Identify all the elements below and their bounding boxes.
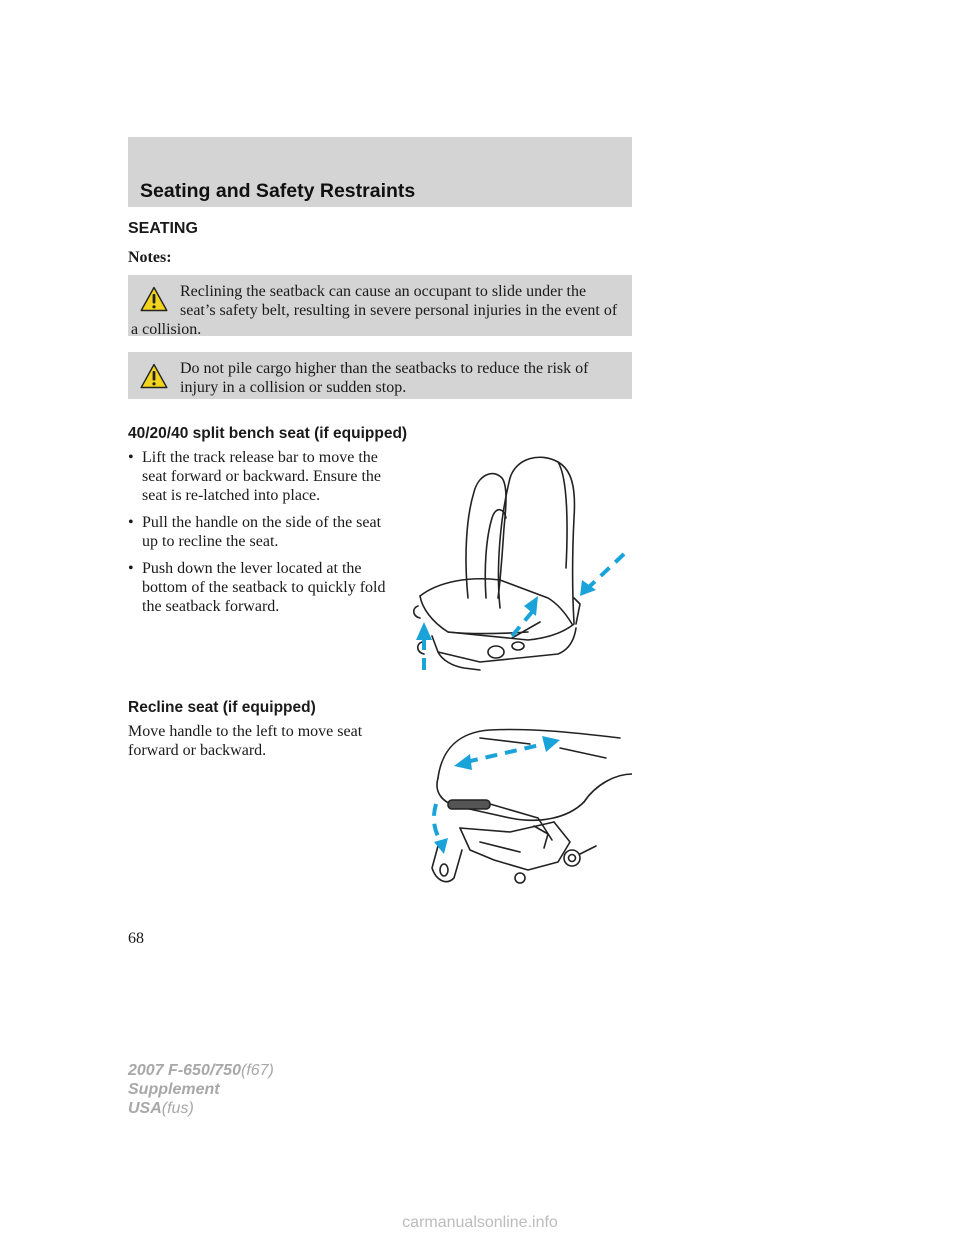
footer-line-doc-type: [128, 1080, 274, 1099]
split-bench-instructions: [128, 448, 388, 624]
split-bench-heading: 40/20/40 split bench seat (if equipped): [128, 425, 408, 442]
footer-model-code: (f67): [240, 1062, 274, 1079]
warning-box-cargo: [128, 352, 632, 399]
list-item: [128, 448, 388, 505]
list-item-text: Pull the handle on the side of the seat up to recline the seat.: [142, 514, 382, 550]
page-title: Seating and Safety Restraints: [140, 180, 416, 202]
footer-market-code: (fus): [161, 1100, 194, 1117]
notes-label: Notes:: [128, 249, 172, 266]
footer-model: 2007 F-650/750: [128, 1062, 241, 1079]
footer-line-market: [128, 1099, 274, 1118]
footer-market: USA: [128, 1100, 162, 1117]
page-number: 68: [128, 930, 144, 947]
section-heading: SEATING: [128, 220, 198, 237]
warning-text: Reclining the seatback can cause an occupant to slide under the seat’s safety belt, resulting in severe personal injuries in the event of a collision.: [131, 283, 618, 338]
warning-text: Do not pile cargo higher than the seatbacks to reduce the risk of injury in a collision or sudden stop.: [180, 360, 589, 396]
bullet-marker: •: [128, 449, 134, 466]
recline-heading: Recline seat (if equipped): [128, 699, 316, 716]
split-bench-seat-illustration: [408, 448, 632, 676]
document-footer: [128, 1061, 274, 1118]
warning-box-recline: [128, 275, 632, 336]
watermark: carmanualsonline.info: [402, 1214, 558, 1231]
footer-line-model: [128, 1061, 274, 1080]
bullet-marker: •: [128, 560, 134, 577]
recline-instructions: Move handle to the left to move seat forward or backward.: [128, 723, 363, 759]
warning-triangle-icon: [140, 286, 168, 312]
footer-doc-type: Supplement: [128, 1081, 220, 1098]
list-item-text: Push down the lever located at the bottom of the seatback to quickly fold the seatback forward.: [142, 560, 386, 615]
list-item: [128, 559, 388, 616]
header-band: [128, 137, 632, 207]
list-item: [128, 513, 388, 551]
warning-triangle-icon: [140, 363, 168, 389]
bullet-marker: •: [128, 514, 134, 531]
recline-handle-illustration: [420, 718, 632, 890]
list-item-text: Lift the track release bar to move the seat forward or backward. Ensure the seat is re-latched into place.: [142, 449, 382, 504]
